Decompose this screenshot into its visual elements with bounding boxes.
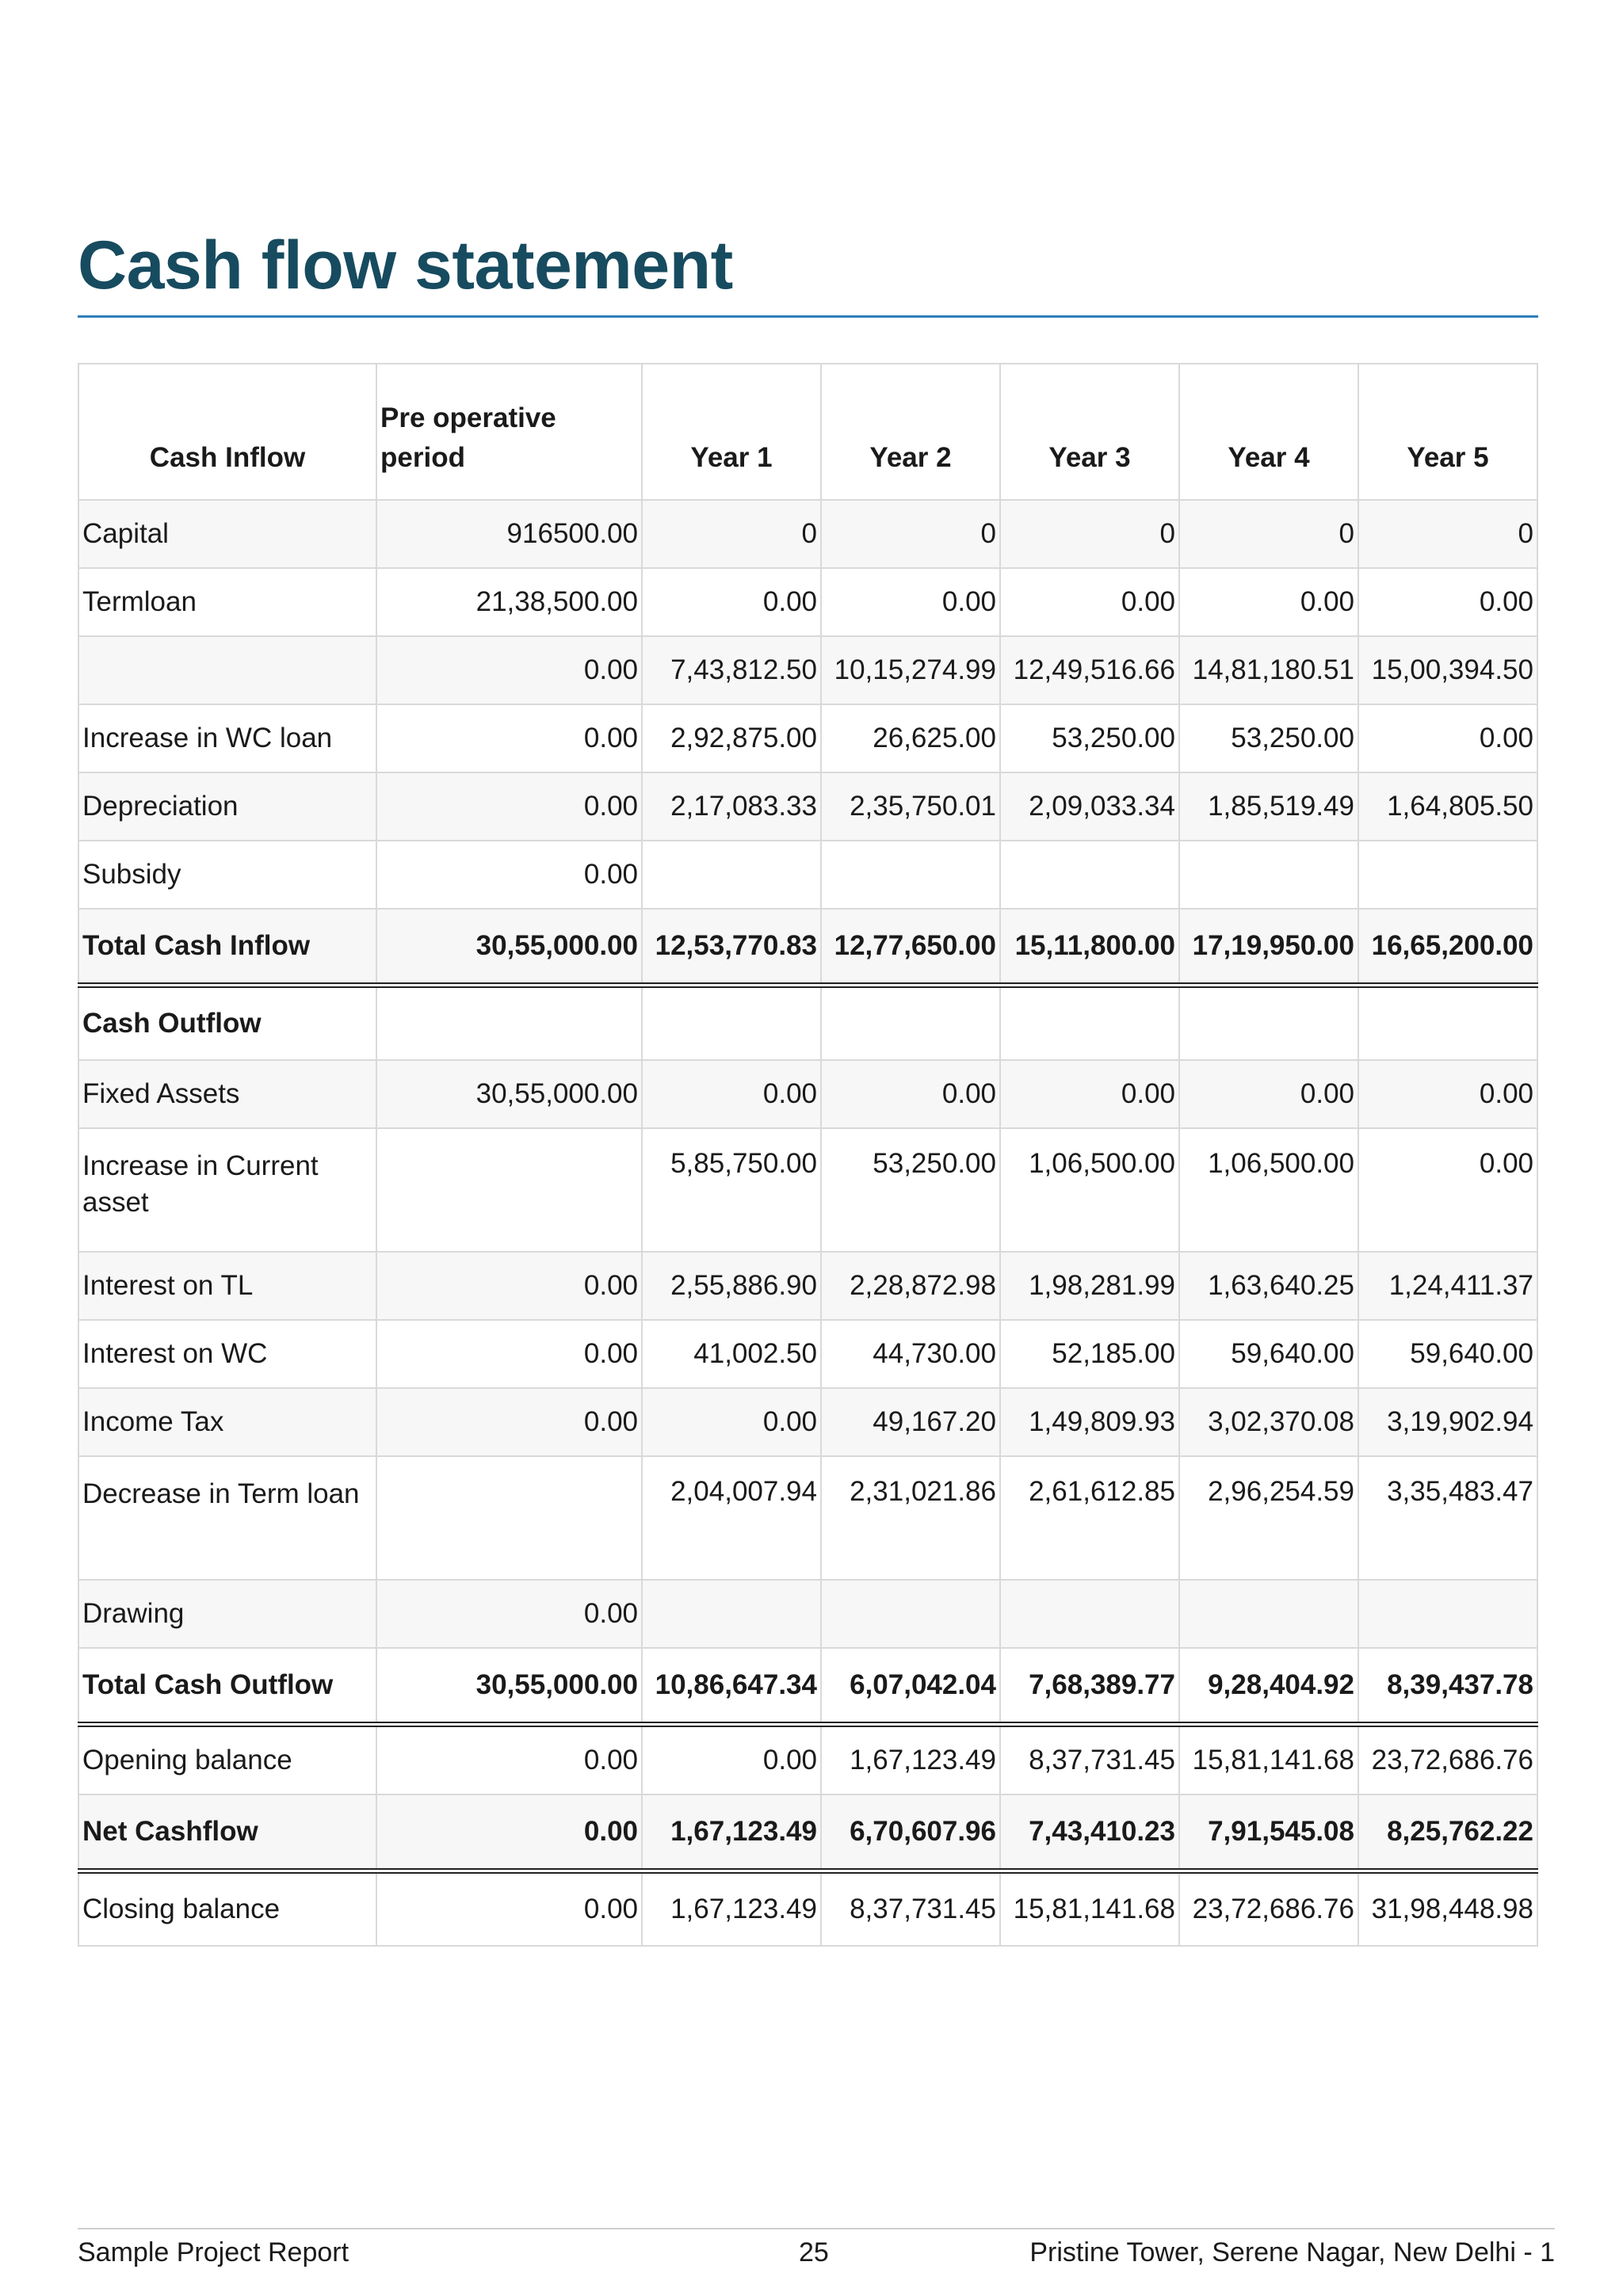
cell-value: 3,35,483.47	[1358, 1456, 1537, 1580]
cell-value: 12,49,516.66	[1000, 636, 1179, 704]
cell-value: 2,17,083.33	[642, 772, 821, 841]
cell-value: 2,31,021.86	[821, 1456, 1000, 1580]
cell-value: 1,67,123.49	[821, 1725, 1000, 1795]
cell-value	[642, 841, 821, 909]
cell-value	[821, 1580, 1000, 1648]
cell-value: 30,55,000.00	[376, 909, 642, 986]
footer-report-name: Sample Project Report	[78, 2237, 349, 2267]
cell-value: 3,02,370.08	[1179, 1388, 1358, 1456]
cell-value: 15,00,394.50	[1358, 636, 1537, 704]
cell-value: 10,86,647.34	[642, 1648, 821, 1725]
header-year-1: Year 1	[642, 364, 821, 500]
row-label: Income Tax	[78, 1388, 376, 1456]
cell-value: 2,92,875.00	[642, 704, 821, 772]
cell-value: 8,37,731.45	[1000, 1725, 1179, 1795]
cell-value	[376, 1456, 642, 1580]
cell-value: 16,65,200.00	[1358, 909, 1537, 986]
cell-value: 2,35,750.01	[821, 772, 1000, 841]
cell-value: 30,55,000.00	[376, 1648, 642, 1725]
section-heading: Cash Outflow	[78, 986, 376, 1061]
row-label: Subsidy	[78, 841, 376, 909]
row-total-cash-outflow	[78, 1648, 1537, 1725]
cell-value: 0.00	[1358, 704, 1537, 772]
title-rule	[78, 315, 1538, 318]
cell-value: 0.00	[376, 772, 642, 841]
cell-value: 0.00	[642, 1060, 821, 1128]
cell-value: 23,72,686.76	[1179, 1871, 1358, 1947]
cell-value: 0.00	[376, 1252, 642, 1320]
row-net-cashflow	[78, 1794, 1537, 1871]
cell-value: 15,81,141.68	[1000, 1871, 1179, 1947]
cell-value: 49,167.20	[821, 1388, 1000, 1456]
footer-rule	[78, 2228, 1555, 2229]
row-label: Increase in WC loan	[78, 704, 376, 772]
cell-value	[376, 1128, 642, 1252]
cell-value: 1,67,123.49	[642, 1871, 821, 1947]
footer-address: Pristine Tower, Serene Nagar, New Delhi - 1	[1029, 2237, 1555, 2267]
cell-value: 15,81,141.68	[1179, 1725, 1358, 1795]
cell-value: 0.00	[1358, 568, 1537, 636]
cell-value: 7,43,410.23	[1000, 1794, 1179, 1871]
cell-value: 12,53,770.83	[642, 909, 821, 986]
cell-value: 3,19,902.94	[1358, 1388, 1537, 1456]
cash-flow-table	[78, 363, 1538, 1947]
cell-value: 0.00	[1358, 1060, 1537, 1128]
row-increase-current-asset	[78, 1128, 1537, 1252]
cell-value: 1,67,123.49	[642, 1794, 821, 1871]
cell-value: 21,38,500.00	[376, 568, 642, 636]
row-drawing	[78, 1580, 1537, 1648]
row-opening-balance	[78, 1725, 1537, 1795]
cell-value: 2,28,872.98	[821, 1252, 1000, 1320]
header-year-2: Year 2	[821, 364, 1000, 500]
row-interest-on-tl	[78, 1252, 1537, 1320]
row-unlabeled	[78, 636, 1537, 704]
cell-value: 12,77,650.00	[821, 909, 1000, 986]
cell-value: 0.00	[1179, 1060, 1358, 1128]
row-total-cash-inflow	[78, 909, 1537, 986]
row-label: Termloan	[78, 568, 376, 636]
row-label: Interest on WC	[78, 1320, 376, 1388]
row-label: Increase in Current asset	[78, 1128, 376, 1252]
row-label: Decrease in Term loan	[78, 1456, 376, 1580]
cell-value: 0.00	[376, 1871, 642, 1947]
cell-value: 0.00	[376, 841, 642, 909]
cell-value: 1,49,809.93	[1000, 1388, 1179, 1456]
cell-value: 10,15,274.99	[821, 636, 1000, 704]
cell-value: 9,28,404.92	[1179, 1648, 1358, 1725]
cell-value: 1,24,411.37	[1358, 1252, 1537, 1320]
cell-value: 0.00	[1179, 568, 1358, 636]
header-year-4: Year 4	[1179, 364, 1358, 500]
cell-value: 0.00	[642, 1388, 821, 1456]
cell-value: 8,25,762.22	[1358, 1794, 1537, 1871]
row-subsidy	[78, 841, 1537, 909]
cell-value	[642, 1580, 821, 1648]
cell-value	[1000, 841, 1179, 909]
cell-value: 41,002.50	[642, 1320, 821, 1388]
cell-value: 1,06,500.00	[1179, 1128, 1358, 1252]
row-label	[78, 636, 376, 704]
cell-value: 0	[1358, 500, 1537, 568]
cell-value: 2,96,254.59	[1179, 1456, 1358, 1580]
header-year-3: Year 3	[1000, 364, 1179, 500]
cell-value: 7,43,812.50	[642, 636, 821, 704]
cell-value: 26,625.00	[821, 704, 1000, 772]
cell-value: 23,72,686.76	[1358, 1725, 1537, 1795]
cell-value: 0.00	[1358, 1128, 1537, 1252]
cell-value: 30,55,000.00	[376, 1060, 642, 1128]
row-label: Total Cash Outflow	[78, 1648, 376, 1725]
row-depreciation	[78, 772, 1537, 841]
row-label: Net Cashflow	[78, 1794, 376, 1871]
cell-value: 0	[821, 500, 1000, 568]
header-cash-inflow: Cash Inflow	[78, 364, 376, 500]
cell-value: 0.00	[1000, 568, 1179, 636]
row-label: Fixed Assets	[78, 1060, 376, 1128]
cell-value: 0.00	[821, 1060, 1000, 1128]
cell-value	[1000, 1580, 1179, 1648]
row-label: Interest on TL	[78, 1252, 376, 1320]
cell-value: 6,70,607.96	[821, 1794, 1000, 1871]
row-cash-outflow-heading	[78, 986, 1537, 1061]
cell-value: 14,81,180.51	[1179, 636, 1358, 704]
cell-value: 7,91,545.08	[1179, 1794, 1358, 1871]
cell-value	[1358, 1580, 1537, 1648]
page-title: Cash flow statement	[78, 227, 733, 303]
cell-value: 0.00	[376, 704, 642, 772]
cell-value: 52,185.00	[1000, 1320, 1179, 1388]
cell-value	[1358, 841, 1537, 909]
cell-value: 53,250.00	[821, 1128, 1000, 1252]
cell-value: 7,68,389.77	[1000, 1648, 1179, 1725]
cell-value: 0.00	[642, 1725, 821, 1795]
cell-value: 6,07,042.04	[821, 1648, 1000, 1725]
cell-value: 31,98,448.98	[1358, 1871, 1537, 1947]
cell-value: 8,39,437.78	[1358, 1648, 1537, 1725]
cell-value: 2,09,033.34	[1000, 772, 1179, 841]
cell-value: 2,55,886.90	[642, 1252, 821, 1320]
cell-value: 5,85,750.00	[642, 1128, 821, 1252]
cell-value: 1,85,519.49	[1179, 772, 1358, 841]
cell-value	[1179, 1580, 1358, 1648]
cell-value: 44,730.00	[821, 1320, 1000, 1388]
cell-value: 53,250.00	[1000, 704, 1179, 772]
cell-value: 0.00	[821, 568, 1000, 636]
row-fixed-assets	[78, 1060, 1537, 1128]
cell-value: 8,37,731.45	[821, 1871, 1000, 1947]
cell-value: 17,19,950.00	[1179, 909, 1358, 986]
cell-value: 0.00	[376, 636, 642, 704]
header-year-5: Year 5	[1358, 364, 1537, 500]
cell-value: 2,04,007.94	[642, 1456, 821, 1580]
row-decrease-term-loan	[78, 1456, 1537, 1580]
row-capital	[78, 500, 1537, 568]
row-label: Capital	[78, 500, 376, 568]
row-closing-balance	[78, 1871, 1537, 1947]
cell-value: 15,11,800.00	[1000, 909, 1179, 986]
cell-value: 0	[1000, 500, 1179, 568]
cell-value: 0.00	[1000, 1060, 1179, 1128]
cell-value: 0.00	[376, 1388, 642, 1456]
cell-value: 53,250.00	[1179, 704, 1358, 772]
cell-value: 0.00	[376, 1725, 642, 1795]
row-label: Opening balance	[78, 1725, 376, 1795]
row-label: Closing balance	[78, 1871, 376, 1947]
cell-value: 0.00	[642, 568, 821, 636]
cell-value: 0.00	[376, 1320, 642, 1388]
row-label: Depreciation	[78, 772, 376, 841]
row-label: Total Cash Inflow	[78, 909, 376, 986]
cell-value: 916500.00	[376, 500, 642, 568]
cell-value: 0.00	[376, 1794, 642, 1871]
cell-value	[821, 841, 1000, 909]
cell-value: 59,640.00	[1358, 1320, 1537, 1388]
row-income-tax	[78, 1388, 1537, 1456]
cell-value: 0	[1179, 500, 1358, 568]
cell-value: 59,640.00	[1179, 1320, 1358, 1388]
row-increase-wc-loan	[78, 704, 1537, 772]
cell-value	[1179, 841, 1358, 909]
row-interest-on-wc	[78, 1320, 1537, 1388]
header-pre-operative: Pre operative period	[376, 364, 642, 500]
row-termloan	[78, 568, 1537, 636]
cell-value: 1,98,281.99	[1000, 1252, 1179, 1320]
footer-page-number: 25	[799, 2237, 829, 2267]
row-label: Drawing	[78, 1580, 376, 1648]
cell-value: 0.00	[376, 1580, 642, 1648]
table-header-row	[78, 364, 1537, 500]
cell-value: 0	[642, 500, 821, 568]
cell-value: 2,61,612.85	[1000, 1456, 1179, 1580]
cell-value: 1,64,805.50	[1358, 772, 1537, 841]
cell-value: 1,63,640.25	[1179, 1252, 1358, 1320]
cell-value: 1,06,500.00	[1000, 1128, 1179, 1252]
